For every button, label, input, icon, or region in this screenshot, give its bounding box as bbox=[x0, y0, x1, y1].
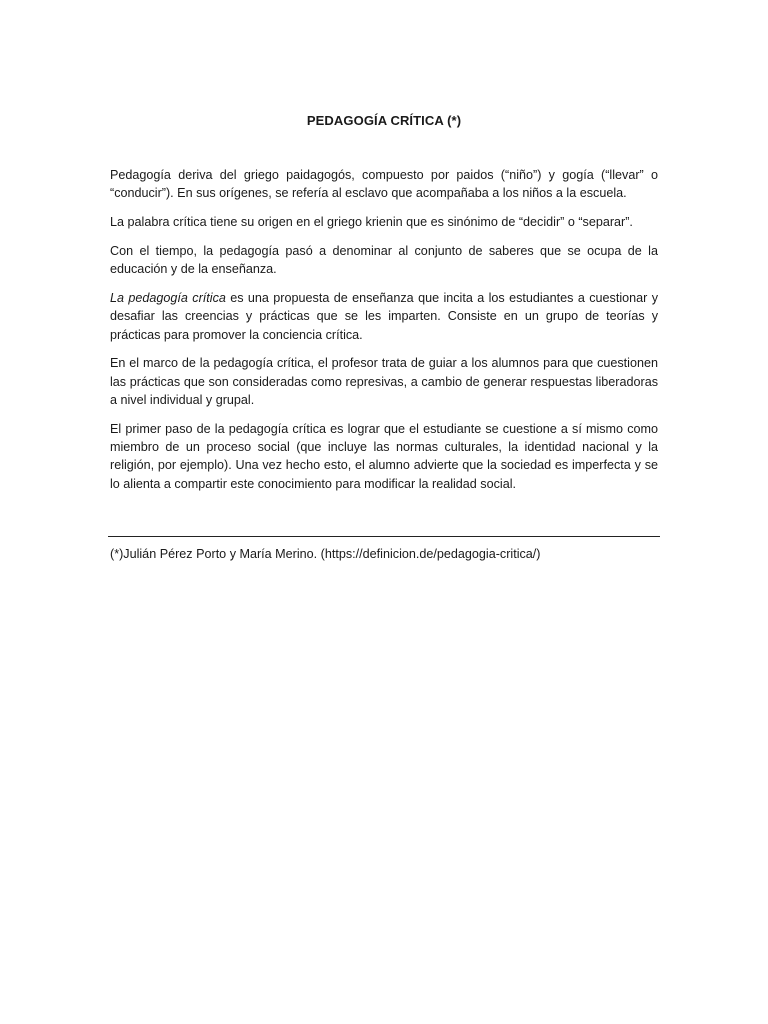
paragraph-primer-paso: El primer paso de la pedagogía crítica es lograr que el estudiante se cuestione a sí mismo como miembro de un proceso social (que incluye las normas culturales, la identidad nacional y la religión, por ejemplo). Una vez hecho esto, el alumno advierte que la sociedad es imperfecta y se lo alienta a compartir este conocimiento para modificar la realidad social. bbox=[110, 421, 658, 491]
document-title: PEDAGOGÍA CRÍTICA (*) bbox=[306, 113, 462, 128]
document-body bbox=[110, 166, 658, 503]
paragraph-etymology-critica: La palabra crítica tiene su origen en el griego krienin que es sinónimo de “decidir” o “separar”. bbox=[110, 215, 633, 230]
paragraph-pedagogia-definition: Con el tiempo, la pedagogía pasó a denominar al conjunto de saberes que se ocupa de la educación y de la enseñanza. bbox=[110, 243, 658, 277]
paragraph-profesor-role: En el marco de la pedagogía crítica, el profesor trata de guiar a los alumnos para que cuestionen las prácticas que son consideradas como represivas, a cambio de generar respuestas liberadoras a nivel individual y grupal. bbox=[110, 356, 658, 407]
paragraph-pedagogia-critica-definition bbox=[110, 289, 658, 344]
footnote-divider bbox=[108, 536, 660, 537]
paragraph-text: es una propuesta de enseñanza que incita a los estudiantes a cuestionar y desafiar las creencias y prácticas que se les imparten. Consiste en un grupo de teorías y prácticas para promover la conciencia crítica. bbox=[110, 290, 659, 342]
italic-term: La pedagogía crítica bbox=[110, 290, 226, 305]
paragraph-etymology-pedagogia: Pedagogía deriva del griego paidagogós, compuesto por paidos (“niño”) y gogía (“llevar” o “conducir”). En sus orígenes, se refería al esclavo que acompañaba a los niños a la escuela. bbox=[110, 168, 658, 201]
footnote-citation: (*)Julián Pérez Porto y María Merino. (https://definicion.de/pedagogia-critica/) bbox=[110, 547, 541, 561]
